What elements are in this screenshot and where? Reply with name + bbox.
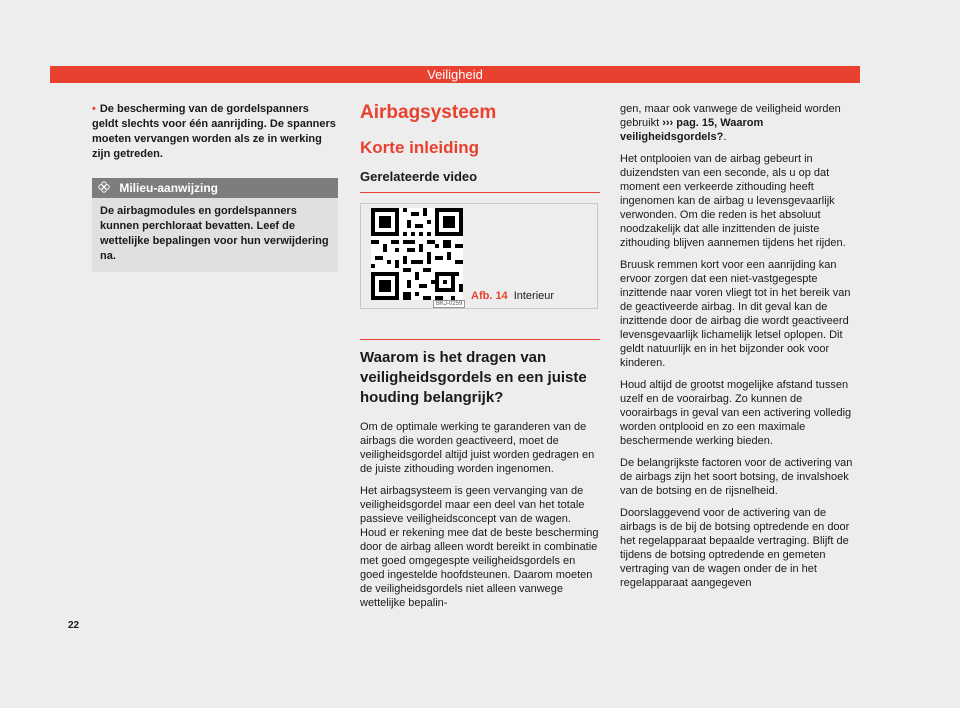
question-heading: Waarom is het dragen van veiligheidsgordels en een juiste houding belangrijk?: [360, 339, 600, 408]
qr-code-id: BKJ-0259: [433, 300, 465, 308]
section-subtitle: Korte inleiding: [360, 138, 479, 157]
section-header: [50, 66, 860, 83]
environment-note: [92, 178, 338, 272]
body-paragraph: Houd altijd de grootst mogelijke afstand tussen uzelf en de voorairbag. Zo kunnen de voorairbags in geval van een activering volledig worden ontplooid en zo een maximale beschermende werking bieden.: [620, 379, 852, 447]
chapter-title: Airbagsysteem: [360, 102, 497, 123]
body-paragraph: Om de optimale werking te garanderen van de airbags die worden geactiveerd, moet de veiligheidsgordel altijd juist worden gedragen en de juiste zithouding worden ingenomen.: [360, 421, 595, 475]
left-column: [92, 102, 338, 272]
environment-note-text: De airbagmodules en gordelspanners kunnen perchloraat bevatten. Leef de wettelijke bepalingen voor hun verwijdering na.: [92, 198, 338, 272]
section-title: Veiligheid: [427, 67, 483, 82]
middle-column: [360, 102, 600, 618]
environment-note-header: [92, 178, 338, 198]
qr-code[interactable]: [371, 208, 463, 300]
figure-caption-text: Interieur: [513, 290, 555, 302]
bullet-icon: •: [92, 103, 96, 115]
body-paragraph: Bruusk remmen kort voor een aanrijding kan ervoor zorgen dat een niet-vastgegespte inzittende naar voren vliegt tot in het bereik van de geactiveerde airbag. In dit geval kan de inzittende door de airbag die wordt geactiveerd levensgevaarlijk lichamelijk letsel oplopen. Dit geldt natuurlijk en in het bijzonder ook voor kinderen.: [620, 259, 851, 369]
video-figure: [360, 203, 598, 309]
paragraph-end: .: [723, 131, 727, 143]
flower-icon: [98, 181, 110, 193]
figure-caption: [471, 290, 554, 302]
right-column: [620, 102, 860, 598]
body-paragraph: Doorslaggevend voor de activering van de airbags is de bij de botsing optredende en door het regelapparaat bepaalde vertraging. Blijft de tijdens de botsing optredende en gemeten vertraging van de wagen onder de in het regelapparaat aangegeven: [620, 507, 850, 589]
warning-text: De bescherming van de gordelspanners geldt slechts voor één aanrijding. De spanners moeten vervangen worden als ze in werking zijn getreden.: [92, 103, 336, 160]
body-paragraph: De belangrijkste factoren voor de activering van de airbags zijn het soort botsing, de invalshoek van de botsing en de rijsnelheid.: [620, 457, 853, 497]
body-paragraph: [620, 102, 860, 144]
body-paragraph: Het ontplooien van de airbag gebeurt in duizendsten van een seconde, als u op dat moment een verkeerde zithouding heeft ingenomen kan de airbag u levensgevaarlijk verwonden. Om die reden is het absoluut noodzakelijk dat alle inzittenden de juiste zithouding blijven aannemen tijdens het rijden.: [620, 153, 846, 249]
page-number: 22: [68, 620, 80, 631]
video-heading: Gerelateerde video: [360, 168, 600, 193]
paragraph-text: gen, maar ook vanwege de veiligheid worden gebruikt: [620, 103, 841, 129]
warning-note: [92, 102, 338, 162]
environment-note-title: Milieu-aanwijzing: [119, 181, 219, 195]
body-paragraph: Het airbagsysteem is geen vervanging van de veiligheidsgordel maar een deel van het totale passieve veiligheidsconcept van de wagen. Houd er rekening mee dat de beste bescherming door de airbag alleen wordt bereikt in combinatie met goed omgegespte veiligheidsgordels en goed ingestelde hoofdsteunen. Daarom moeten de veiligheidsgordels niet alleen vanwege wettelijke bepalin-: [360, 485, 599, 609]
cross-reference-link[interactable]: ››› pag. 15, Waarom veiligheidsgordels?: [620, 117, 764, 143]
figure-number: Afb. 14: [471, 290, 508, 302]
